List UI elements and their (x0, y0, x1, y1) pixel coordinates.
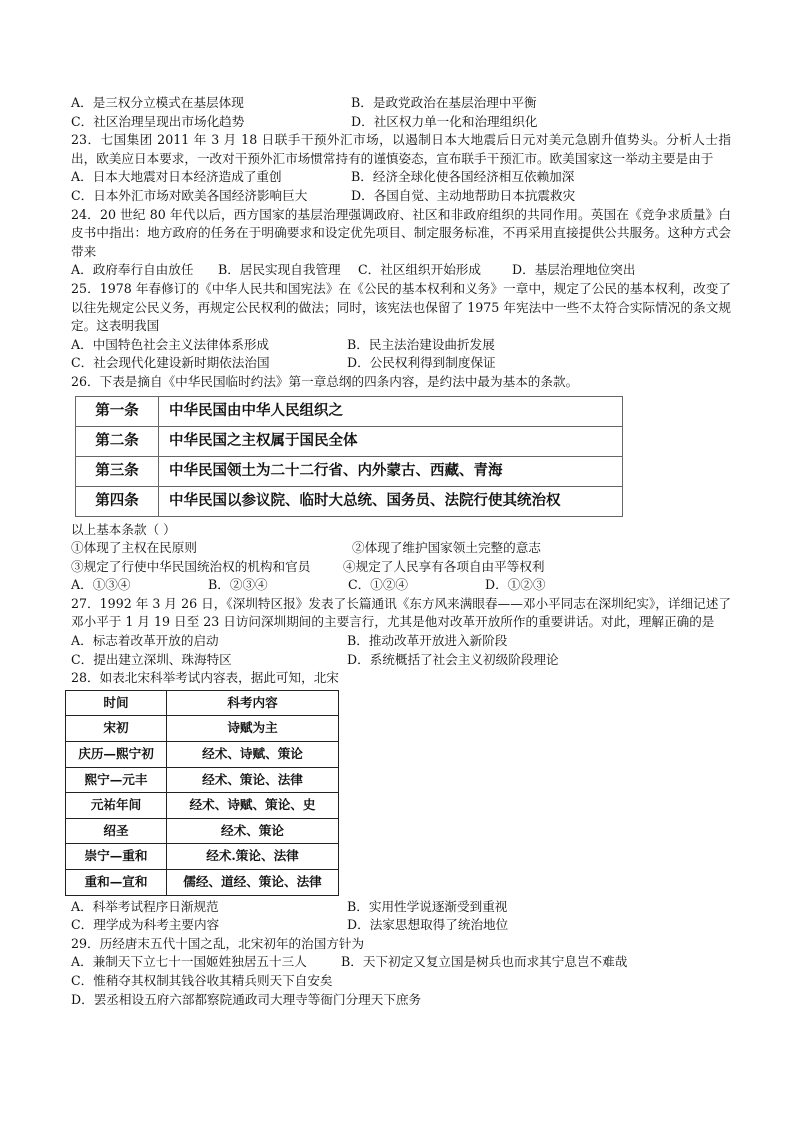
table-header-content: 科考内容 (167, 690, 339, 716)
table-cell: 元祐年间 (66, 793, 167, 819)
table-cell: 经术、诗赋、策论、史 (167, 793, 339, 819)
table-cell: 庆历—熙宁初 (66, 742, 167, 768)
q28-stem: 28．如表北宋科举考试内容表，据此可知，北宋 (71, 670, 339, 686)
q22-options-row2 (71, 113, 731, 132)
table-cell: 第三条 (76, 456, 159, 486)
q24-stem: 24．20 世纪 80 年代以后，西方国家的基层治理强调政府、社区和非政府组织的共同作用。英国在《竞争求质量》白皮书中指出：地方政府的任务在于明确要求和设定优先项目、制定服务标准，不再采用直接提供公共服务。这种方式会带来 (71, 206, 731, 259)
table-cell: 第一条 (76, 396, 159, 426)
q23-option-b: B．经济全球化使各国经济相互依赖加深 (351, 169, 575, 185)
q26-statement-4: ④规定了人民享有各项自由平等权利 (343, 558, 545, 574)
table-cell: 诗赋为主 (167, 716, 339, 742)
table-row (66, 793, 339, 819)
q25-options-row2 (71, 354, 731, 373)
q29-stem: 29．历经唐末五代十国之乱，北宋初年的治国方针为 (71, 935, 365, 951)
q26-table (75, 396, 623, 517)
q28-option-c: C．理学成为科考主要内容 (71, 917, 220, 933)
q28-options-row2 (71, 916, 731, 935)
table-row (66, 844, 339, 870)
q24-option-b: B．居民实现自我管理 (218, 262, 341, 278)
q26-statement-1: ①体现了主权在民原则 (71, 540, 197, 556)
table-row (66, 767, 339, 793)
table-row (66, 870, 339, 896)
q23-stem: 23．七国集团 2011 年 3 月 18 日联手干预外汇市场，以遏制日本大地震后日元对美元急剧升值势头。分析人士指出，欧美应日本要求，一改对干预外汇市场惯常持有的谨慎姿态，宣布联手干预汇市。欧美国家这一举动主要是由于 (71, 132, 731, 166)
q24-option-c: C．社区组织开始形成 (358, 262, 481, 278)
q26-options-row (71, 576, 731, 595)
q26-statements-row2 (71, 558, 731, 577)
table-row (76, 426, 623, 456)
q27-options-row2 (71, 651, 731, 670)
q24-options-row (71, 261, 731, 280)
table-cell: 第二条 (76, 426, 159, 456)
q25-option-a: A．中国特色社会主义法律体系形成 (71, 336, 270, 352)
q22-option-b: B．是政党政治在基层治理中平衡 (351, 95, 537, 110)
q27-option-b: B．推动改革开放进入新阶段 (347, 633, 508, 649)
q26-after-text: 以上基本条款（ ） (71, 521, 176, 537)
q26-statements-row1 (71, 539, 731, 558)
table-row (66, 742, 339, 768)
q22-option-d: D．社区权力单一化和治理组织化 (351, 113, 538, 129)
q25-option-c: C．社会现代化建设新时期依法治国 (71, 355, 270, 371)
table-row (66, 690, 339, 716)
q26-option-c: C．①②④ (348, 577, 409, 593)
q22-option-c: C．社区治理呈现出市场化趋势 (71, 113, 245, 129)
table-row (76, 396, 623, 426)
table-cell: 儒经、道经、策论、法律 (167, 870, 339, 896)
table-cell: 中华民国领土为二十二行省、内外蒙古、西藏、青海 (159, 456, 623, 486)
q28-option-b: B．实用性学说逐渐受到重视 (347, 898, 508, 914)
table-cell: 中华民国由中华人民组织之 (159, 396, 623, 426)
q29-option-d: D．罢丞相设五府六部都察院通政司大理寺等衙门分理天下庶务 (71, 991, 422, 1007)
q23-options-row1 (71, 168, 731, 187)
table-cell: 第四条 (76, 486, 159, 516)
table-cell: 中华民国以参议院、临时大总统、国务员、法院行使其统治权 (159, 486, 623, 516)
table-cell: 中华民国之主权属于国民全体 (159, 426, 623, 456)
q29-option-b: B．天下初定又复立国是树兵也而求其宁息岂不难哉 (341, 954, 628, 970)
q26-option-a: A．①③④ (71, 577, 131, 593)
table-cell: 熙宁—元丰 (66, 767, 167, 793)
q26-option-d: D．①②③ (485, 577, 546, 593)
q27-option-d: D．系统概括了社会主义初级阶段理论 (347, 651, 559, 667)
q25-option-b: B．民主法治建设曲折发展 (347, 336, 495, 352)
q27-option-c: C．提出建立深圳、珠海特区 (71, 651, 232, 667)
table-header-time: 时间 (66, 690, 167, 716)
q28-option-a: A．科举考试程序日渐规范 (71, 898, 219, 914)
table-cell: 重和—宣和 (66, 870, 167, 896)
table-cell: 经术、策论 (167, 818, 339, 844)
q25-stem: 25．1978 年春修订的《中华人民共和国宪法》在《公民的基本权利和义务》一章中，规定了公民的基本权利，改变了以往先规定公民义务，再规定公民权利的做法；同时，该宪法也保留了 1975 年宪法中一些不太符合实际情况的条文规定。这表明我国 (71, 280, 731, 334)
q27-options-row1 (71, 632, 731, 651)
q26-statement-2: ②体现了维护国家领土完整的意志 (352, 540, 541, 556)
q25-option-d: D．公民权利得到制度保证 (347, 355, 496, 371)
table-cell: 经术、策论、法律 (167, 767, 339, 793)
q26-statement-3: ③规定了行使中华民国统治权的机构和官员 (71, 558, 311, 574)
q23-options-row2 (71, 187, 731, 206)
table-row (76, 486, 623, 516)
table-cell: 经术、诗赋、策论 (167, 742, 339, 768)
q27-option-a: A．标志着改革开放的启动 (71, 633, 219, 649)
q28-table (65, 690, 339, 896)
q24-option-d: D．基层治理地位突出 (512, 262, 636, 278)
q28-option-d: D．法家思想取得了统治地位 (347, 917, 509, 933)
q23-option-c: C．日本外汇市场对欧美各国经济影响巨大 (71, 187, 308, 203)
q29-option-a: A．兼制天下立七十一国姬姓独居五十三人 (71, 954, 307, 970)
q26-option-b: B．②③④ (208, 577, 268, 593)
table-cell: 绍圣 (66, 818, 167, 844)
table-cell: 崇宁—重和 (66, 844, 167, 870)
table-cell: 宋初 (66, 716, 167, 742)
table-row (66, 716, 339, 742)
q29-options-row1 (71, 953, 731, 972)
q28-options-row1 (71, 898, 731, 917)
q22-options-row1 (71, 94, 731, 113)
table-cell: 经术.策论、法律 (167, 844, 339, 870)
q29-option-c: C．惟稍夺其权制其钱谷收其精兵则天下自安矣 (71, 972, 333, 988)
exam-page (71, 94, 731, 1009)
table-row (76, 456, 623, 486)
q27-stem: 27．1992 年 3 月 26 日，《深圳特区报》发表了长篇通讯《东方风来满眼春——邓小平同志在深圳纪实》，详细记述了邓小平于 1 月 19 日至 23 日访问深圳期间的主要言行，尤其是他对改革开放所作的重要讲话。对此，理解正确的是 (71, 595, 731, 630)
q23-option-a: A．日本大地震对日本经济造成了重创 (71, 169, 282, 185)
q25-options-row1 (71, 336, 731, 355)
q24-option-a: A．政府奉行自由放任 (71, 262, 194, 278)
q26-stem: 26．下表是摘自《中华民国临时约法》第一章总纲的四条内容，是约法中最为基本的条款。 (71, 373, 579, 389)
table-row (66, 818, 339, 844)
q23-option-d: D．各国自觉、主动地帮助日本抗震救灾 (351, 187, 576, 203)
q22-option-a: A．是三权分立模式在基层体现 (71, 95, 244, 110)
